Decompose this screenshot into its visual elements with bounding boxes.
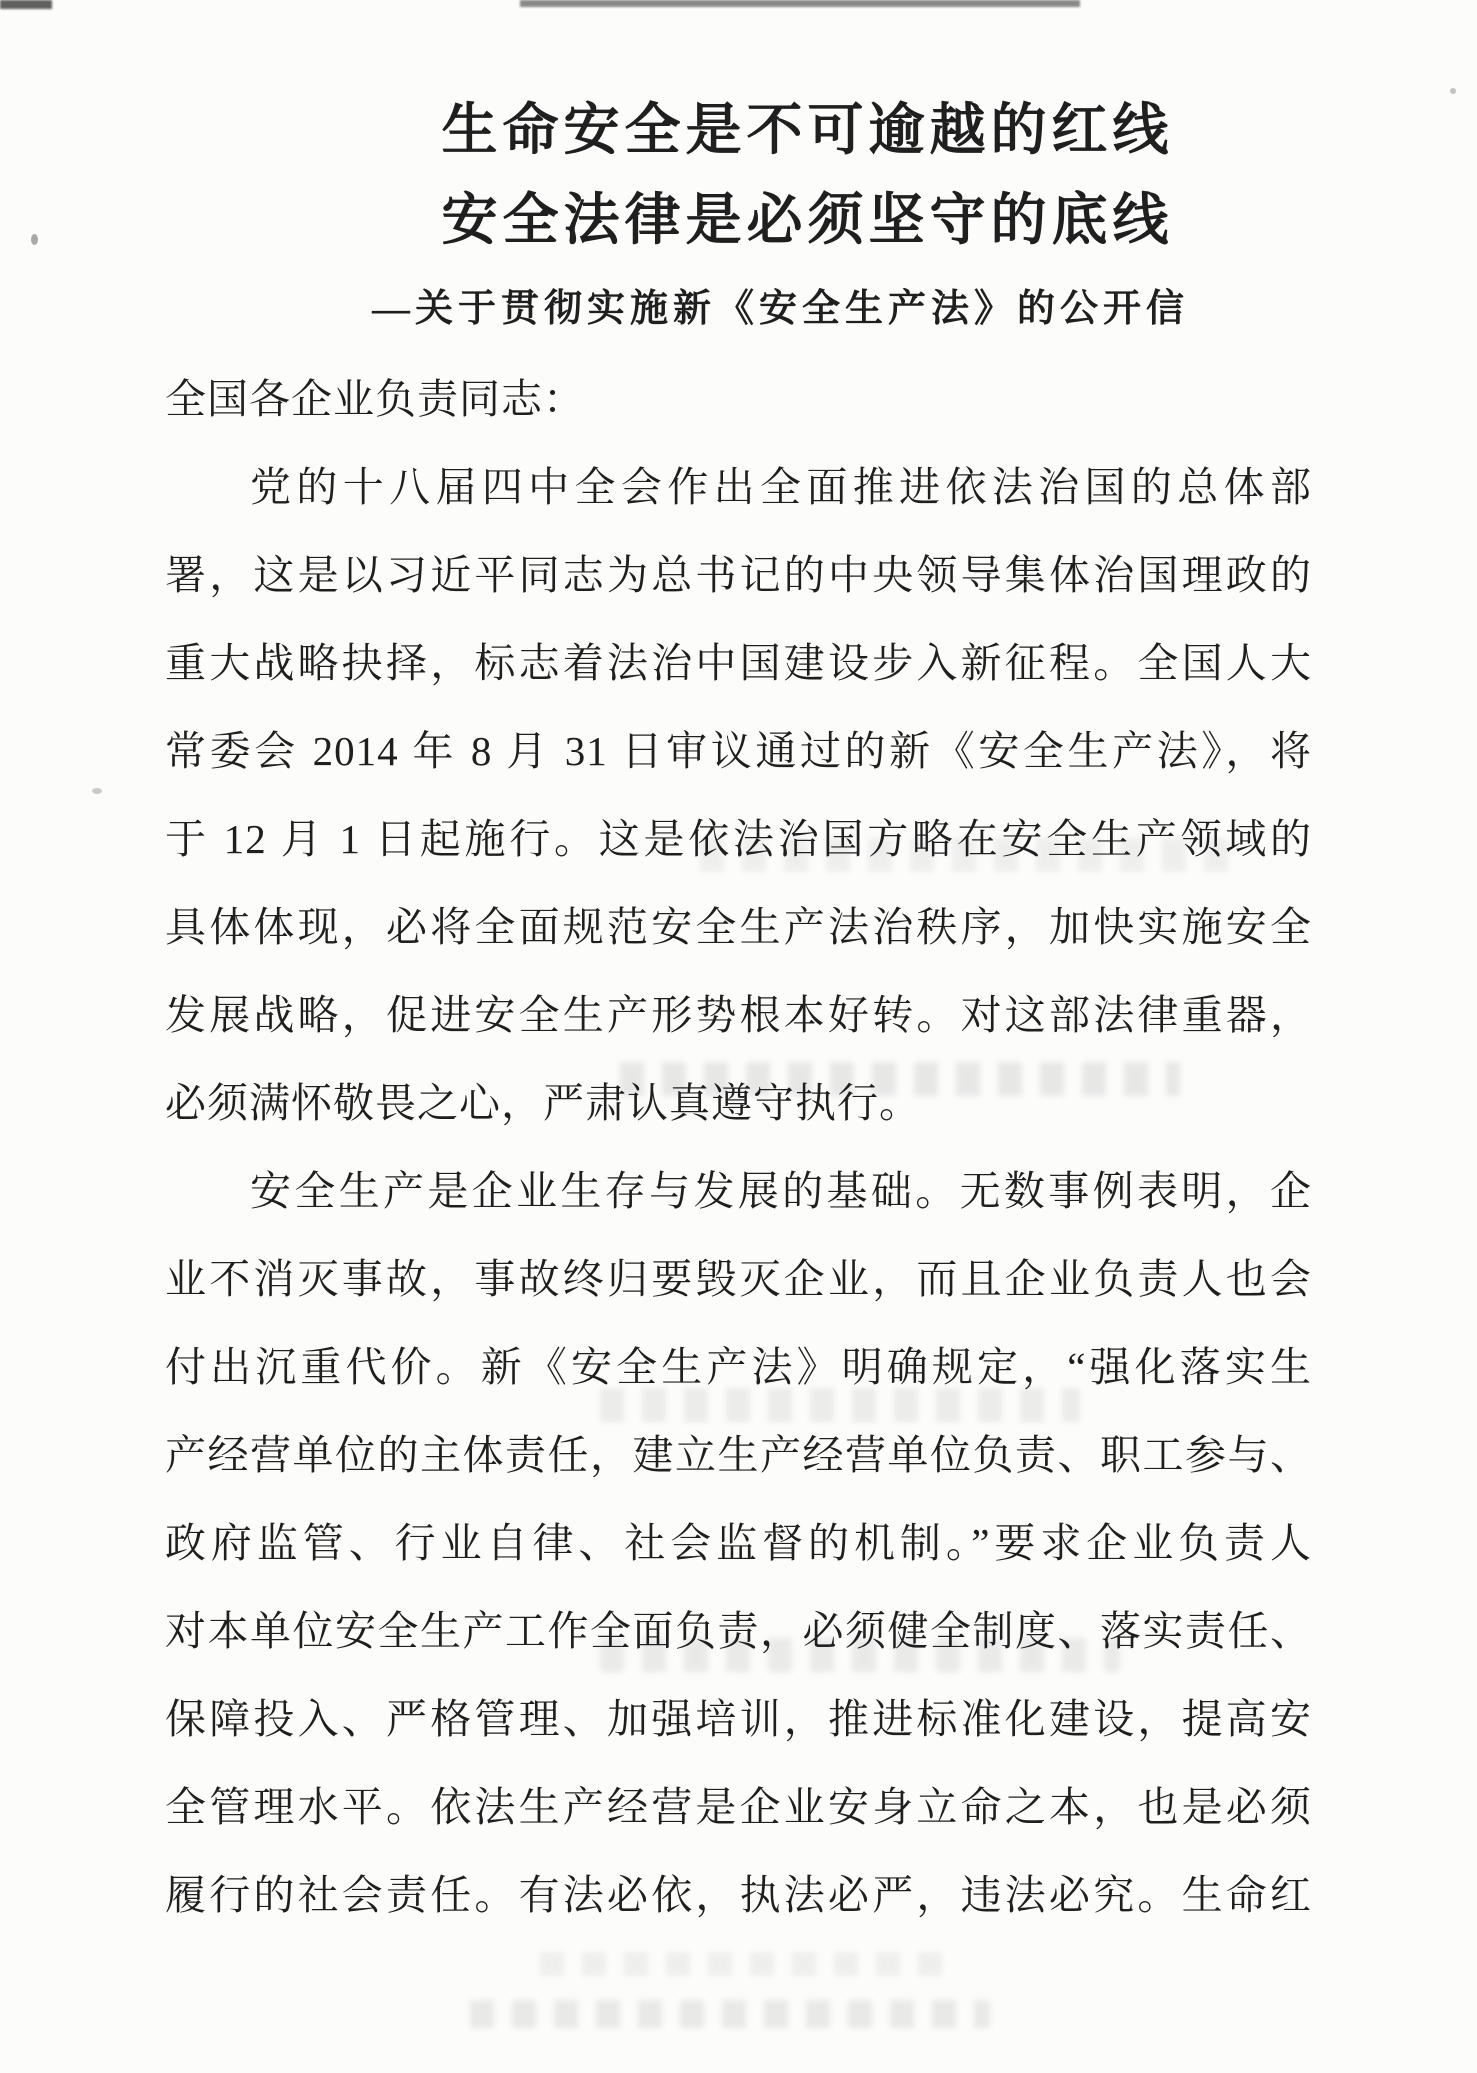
paragraph1-line: 常委会 2014 年 8 月 31 日审议通过的新《安全生产法》，将 <box>165 728 1312 774</box>
paragraph2-line: 保障投入、严格管理、加强培训，推进标准化建设，提高安 <box>165 1696 1312 1742</box>
title-line-1: 生命安全是不可逾越的红线 <box>441 100 1174 162</box>
paragraph1-line: 重大战略抉择，标志着法治中国建设步入新征程。全国人大 <box>165 640 1312 686</box>
paragraph2-line: 付出沉重代价。新《安全生产法》明确规定，“强化落实生 <box>165 1344 1312 1390</box>
scan-bleed-artifact <box>540 1952 960 1976</box>
paragraph1-line: 发展战略，促进安全生产形势根本好转。对这部法律重器， <box>165 992 1312 1038</box>
paragraph1-line: 党的十八届四中全会作出全面推进依法治国的总体部 <box>250 464 1312 510</box>
paragraph2-line: 业不消灭事故，事故终归要毁灭企业，而且企业负责人也会 <box>165 1256 1312 1302</box>
paragraph2-line: 全管理水平。依法生产经营是企业安身立命之本，也是必须 <box>165 1784 1312 1830</box>
paragraph2-line: 政府监管、行业自律、社会监督的机制。”要求企业负责人 <box>165 1520 1312 1566</box>
salutation: 全国各企业负责同志： <box>165 376 585 422</box>
document-subtitle: —关于贯彻实施新《安全生产法》的公开信 <box>371 288 1189 330</box>
paragraph1-line: 于 12 月 1 日起施行。这是依法治国方略在安全生产领域的 <box>165 816 1312 862</box>
paragraph1-line: 必须满怀敬畏之心，严肃认真遵守执行。 <box>165 1080 921 1126</box>
paragraph1-line: 具体体现，必将全面规范安全生产法治秩序，加快实施安全 <box>165 904 1312 950</box>
paragraph2-line: 安全生产是企业生存与发展的基础。无数事例表明，企 <box>250 1168 1312 1214</box>
document-title <box>0 86 1477 266</box>
scan-bleed-artifact <box>470 2000 990 2028</box>
scan-speck <box>92 788 102 794</box>
paragraph2-line: 对本单位安全生产工作全面负责，必须健全制度、落实责任、 <box>165 1608 1312 1654</box>
scan-edge-artifact <box>0 0 52 9</box>
paragraph2-line: 履行的社会责任。有法必依，执法必严，违法必究。生命红 <box>165 1872 1312 1918</box>
paragraph2-line: 产经营单位的主体责任，建立生产经营单位负责、职工参与、 <box>165 1432 1312 1478</box>
scan-edge-artifact <box>520 0 1080 7</box>
letter-body <box>165 355 1312 1939</box>
paragraph1-line: 署，这是以习近平同志为总书记的中央领导集体治国理政的 <box>165 552 1312 598</box>
title-line-2: 安全法律是必须坚守的底线 <box>441 190 1174 252</box>
